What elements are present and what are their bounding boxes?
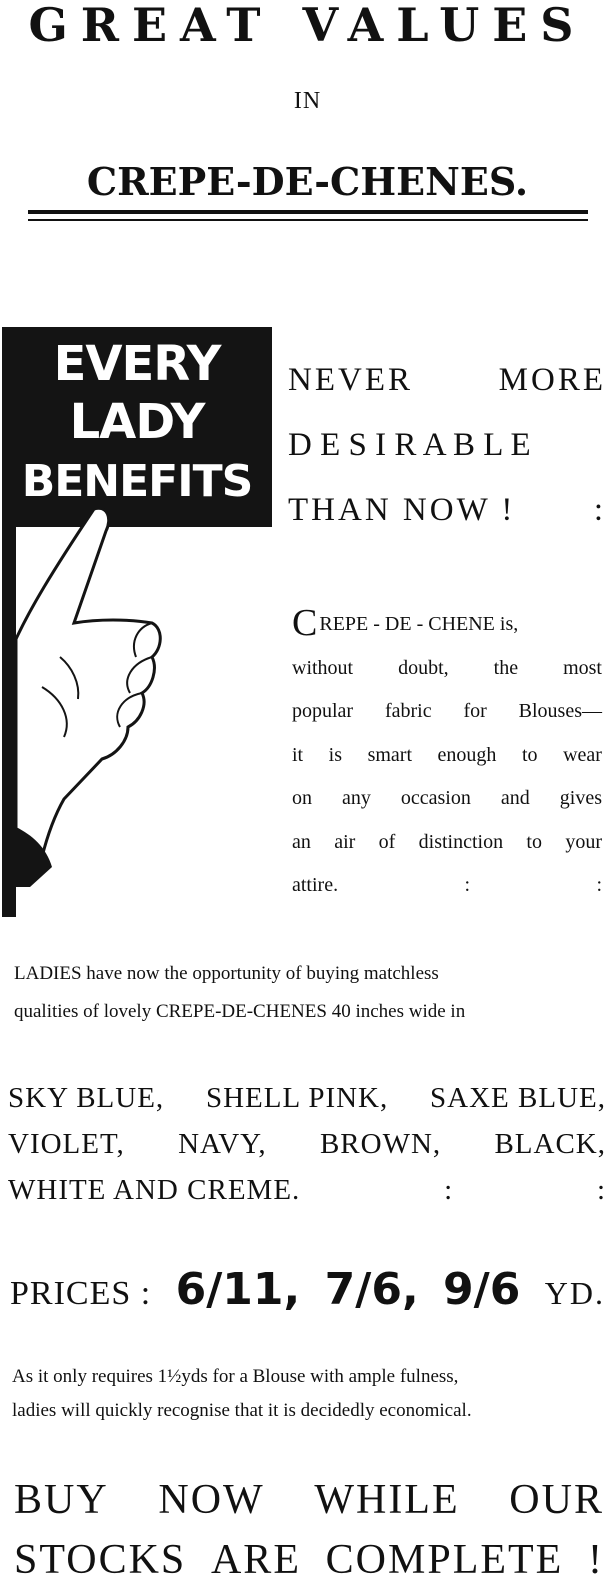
price-value: 9/6: [443, 1264, 521, 1315]
word: most: [563, 656, 602, 679]
word: WHITE AND CREME.: [8, 1174, 301, 1206]
word: occasion: [400, 787, 471, 809]
tagline-more: MORE: [498, 362, 606, 398]
word: doubt,: [398, 656, 449, 679]
word: is: [328, 743, 343, 766]
word: COMPLETE: [325, 1537, 564, 1583]
product-title: CREPE-DE-CHENES.: [86, 159, 529, 204]
description-line: CREPE - DE - CHENE is,: [292, 602, 519, 644]
closing-line: [14, 1530, 604, 1590]
headline-connector: IN: [293, 88, 322, 114]
tagline-row-3: [288, 490, 606, 555]
colour-row: [8, 1075, 606, 1121]
word: :: [444, 1174, 454, 1206]
note-line: ladies will quickly recognise that it is decidedly economical.: [12, 1400, 472, 1421]
word: NAVY,: [178, 1128, 267, 1160]
word: an: [292, 830, 311, 853]
price-unit: YD.: [544, 1275, 605, 1311]
tagline-desirable: D E S I R A B L E: [288, 427, 531, 463]
title-rule-thin: [28, 219, 588, 221]
word: distinction: [418, 830, 504, 853]
ladies-paragraph: [14, 955, 602, 1031]
word: to: [521, 743, 538, 766]
word: :: [596, 1174, 606, 1206]
word: NOW: [158, 1477, 265, 1523]
description-paragraph: [292, 603, 602, 908]
tagline: [288, 360, 606, 555]
word: :: [596, 874, 602, 896]
pointing-hand-illustration: [2, 327, 272, 919]
headline: GREAT VALUES: [28, 0, 587, 52]
word: SKY BLUE,: [8, 1082, 165, 1114]
word: and: [500, 787, 530, 809]
word: BUY: [14, 1477, 109, 1523]
word: any: [342, 787, 371, 809]
economy-note: [12, 1360, 602, 1428]
word: STOCKS: [14, 1537, 187, 1583]
word: for: [463, 700, 487, 722]
word: of: [378, 830, 396, 853]
colour-row: [8, 1167, 606, 1213]
tagline-colon: :: [593, 492, 606, 528]
tagline-never: NEVER: [288, 362, 413, 398]
title-rule-thick: [28, 210, 588, 214]
word: VIOLET,: [8, 1128, 125, 1160]
description-line: [292, 690, 602, 734]
word: gives: [559, 787, 602, 809]
description-line: [292, 777, 602, 821]
drop-cap: C: [292, 602, 318, 644]
prices-label: PRICES :: [10, 1275, 152, 1312]
every-lady-panel: [2, 327, 272, 919]
panel-edge-bar: [2, 517, 16, 917]
slogan-line-every: EVERY: [53, 336, 221, 392]
word: enough: [437, 743, 497, 766]
word: BLACK,: [494, 1128, 606, 1160]
description-line: [292, 821, 602, 865]
hand-outline: [16, 508, 160, 857]
tagline-row-1: [288, 360, 606, 425]
description-line: [292, 734, 602, 778]
ladies-line: qualities of lovely CREPE-DE-CHENES 40 inches wide in: [14, 1001, 466, 1022]
word: BROWN,: [319, 1128, 442, 1160]
tagline-row-2: [288, 425, 606, 490]
word: OUR: [509, 1477, 604, 1523]
word: on: [292, 787, 312, 809]
word: SHELL PINK,: [205, 1082, 389, 1114]
word: without: [292, 656, 354, 679]
note-line: As it only requires 1½yds for a Blouse with ample fulness,: [12, 1366, 459, 1387]
price-value: 6/11,: [175, 1264, 301, 1315]
description-line: [292, 864, 602, 908]
slogan-line-benefits: BENEFITS: [21, 456, 253, 507]
prices-line: [10, 1264, 605, 1315]
closing-call-to-action: [14, 1470, 604, 1590]
word: wear: [563, 743, 602, 766]
word: fabric: [384, 700, 432, 722]
price-value: 7/6,: [324, 1264, 419, 1315]
ladies-line: LADIES have now the opportunity of buying matchless: [14, 963, 439, 984]
word: attire.: [292, 874, 339, 896]
colour-list: [8, 1075, 606, 1213]
description-line: [292, 647, 602, 691]
slogan-line-lady: LADY: [69, 394, 205, 450]
word: smart: [367, 743, 412, 766]
word: popular: [292, 700, 354, 722]
word: air: [334, 830, 356, 853]
word: !: [587, 1537, 604, 1583]
word: it: [292, 743, 304, 766]
tagline-than-now: THAN NOW !: [288, 492, 516, 528]
word: Blouses—: [518, 700, 602, 722]
word: to: [526, 830, 542, 853]
closing-line: [14, 1470, 604, 1530]
word: the: [493, 656, 519, 679]
word: ARE: [210, 1537, 301, 1583]
word: your: [565, 830, 602, 853]
colour-row: [8, 1121, 606, 1167]
word: :: [464, 874, 471, 896]
word: WHILE: [314, 1477, 460, 1523]
word: SAXE BLUE,: [430, 1082, 606, 1114]
